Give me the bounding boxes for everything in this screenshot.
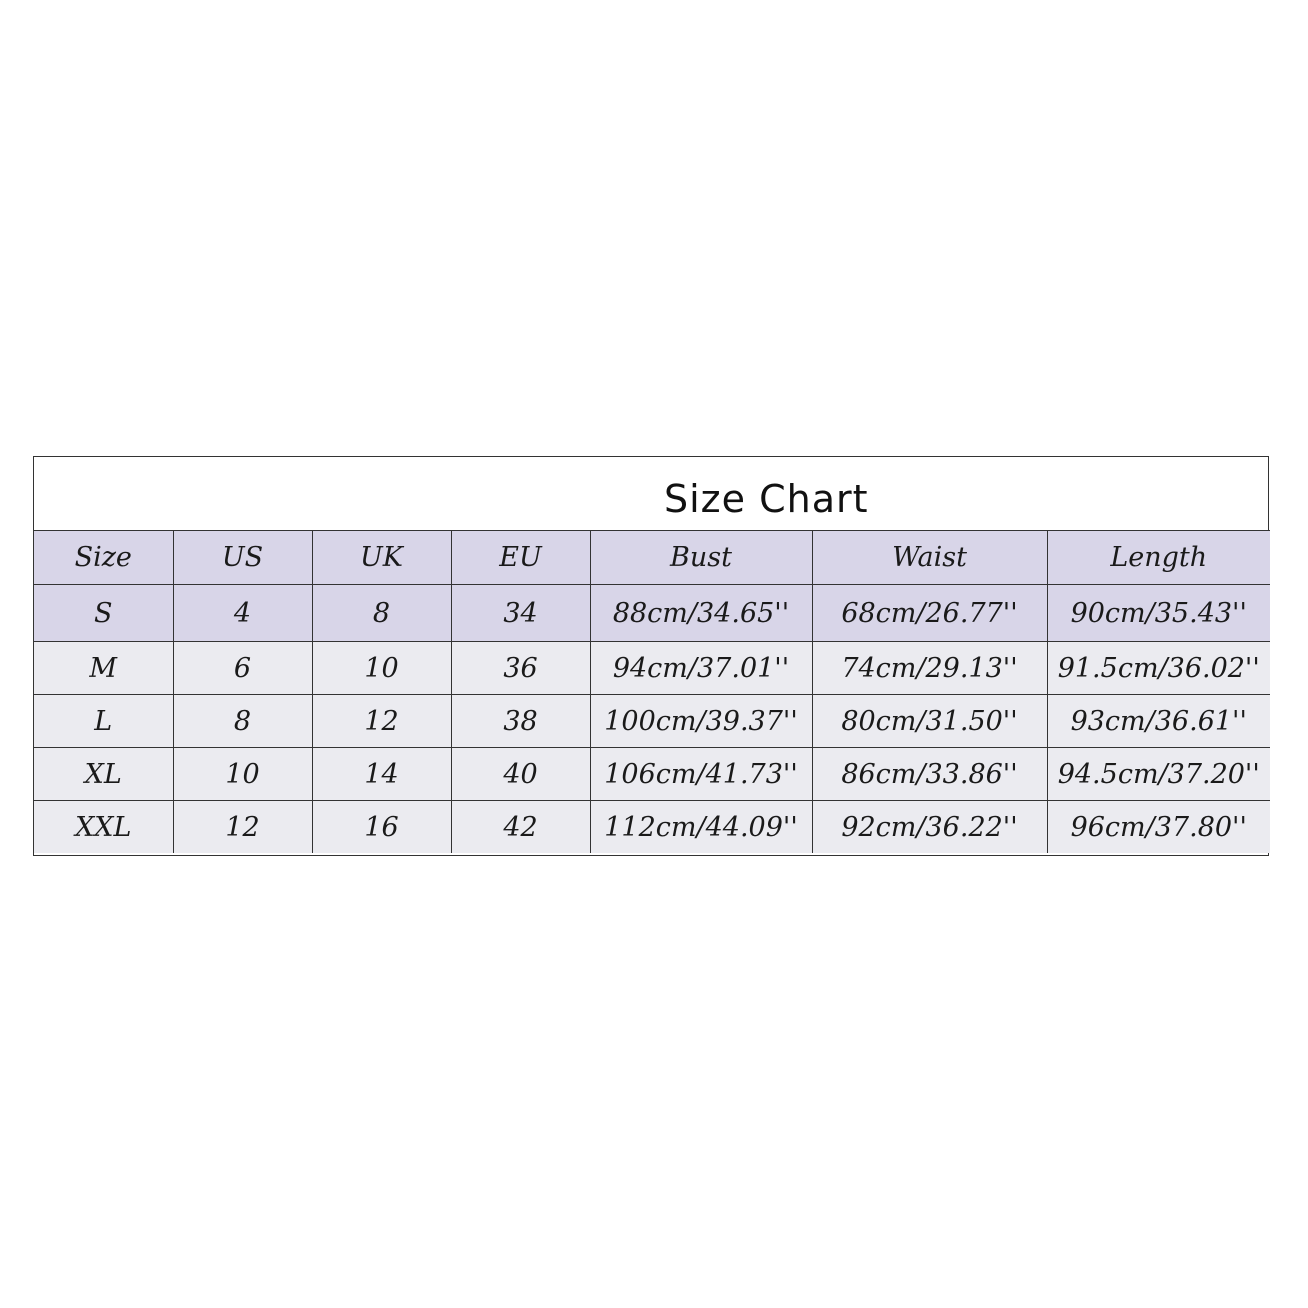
- table-header-row: [34, 531, 1270, 585]
- table-cell-length: 90cm/35.43'': [1047, 585, 1270, 642]
- table-cell-bust: 94cm/37.01'': [590, 642, 812, 695]
- table-cell-waist: 68cm/26.77'': [812, 585, 1047, 642]
- table-cell-uk: 12: [312, 695, 451, 748]
- table-cell-bust: 100cm/39.37'': [590, 695, 812, 748]
- column-header-length: Length: [1047, 531, 1270, 585]
- table-row: [34, 801, 1270, 854]
- table-cell-eu: 36: [451, 642, 590, 695]
- table-row: [34, 585, 1270, 642]
- column-header-size: Size: [34, 531, 173, 585]
- table-row: [34, 695, 1270, 748]
- column-header-eu: EU: [451, 531, 590, 585]
- table-cell-uk: 10: [312, 642, 451, 695]
- chart-title: Size Chart: [664, 477, 869, 521]
- table-row: [34, 642, 1270, 695]
- title-row: [34, 457, 1268, 531]
- column-header-us: US: [173, 531, 312, 585]
- table-cell-us: 4: [173, 585, 312, 642]
- table-cell-length: 91.5cm/36.02'': [1047, 642, 1270, 695]
- size-table: [34, 530, 1270, 853]
- table-cell-uk: 8: [312, 585, 451, 642]
- table-cell-waist: 80cm/31.50'': [812, 695, 1047, 748]
- table-cell-us: 8: [173, 695, 312, 748]
- table-cell-bust: 88cm/34.65'': [590, 585, 812, 642]
- table-cell-size: XL: [34, 748, 173, 801]
- table-row: [34, 748, 1270, 801]
- table-cell-eu: 40: [451, 748, 590, 801]
- size-chart: [33, 456, 1269, 856]
- table-cell-size: XXL: [34, 801, 173, 854]
- table-cell-waist: 92cm/36.22'': [812, 801, 1047, 854]
- table-cell-length: 94.5cm/37.20'': [1047, 748, 1270, 801]
- table-cell-eu: 42: [451, 801, 590, 854]
- table-cell-bust: 112cm/44.09'': [590, 801, 812, 854]
- table-cell-eu: 34: [451, 585, 590, 642]
- table-cell-us: 10: [173, 748, 312, 801]
- table-cell-us: 6: [173, 642, 312, 695]
- table-cell-length: 96cm/37.80'': [1047, 801, 1270, 854]
- table-cell-uk: 14: [312, 748, 451, 801]
- table-cell-eu: 38: [451, 695, 590, 748]
- table-cell-bust: 106cm/41.73'': [590, 748, 812, 801]
- table-cell-size: M: [34, 642, 173, 695]
- table-cell-size: L: [34, 695, 173, 748]
- column-header-bust: Bust: [590, 531, 812, 585]
- table-cell-us: 12: [173, 801, 312, 854]
- column-header-uk: UK: [312, 531, 451, 585]
- table-cell-uk: 16: [312, 801, 451, 854]
- table-cell-size: S: [34, 585, 173, 642]
- column-header-waist: Waist: [812, 531, 1047, 585]
- table-cell-waist: 86cm/33.86'': [812, 748, 1047, 801]
- table-cell-length: 93cm/36.61'': [1047, 695, 1270, 748]
- table-cell-waist: 74cm/29.13'': [812, 642, 1047, 695]
